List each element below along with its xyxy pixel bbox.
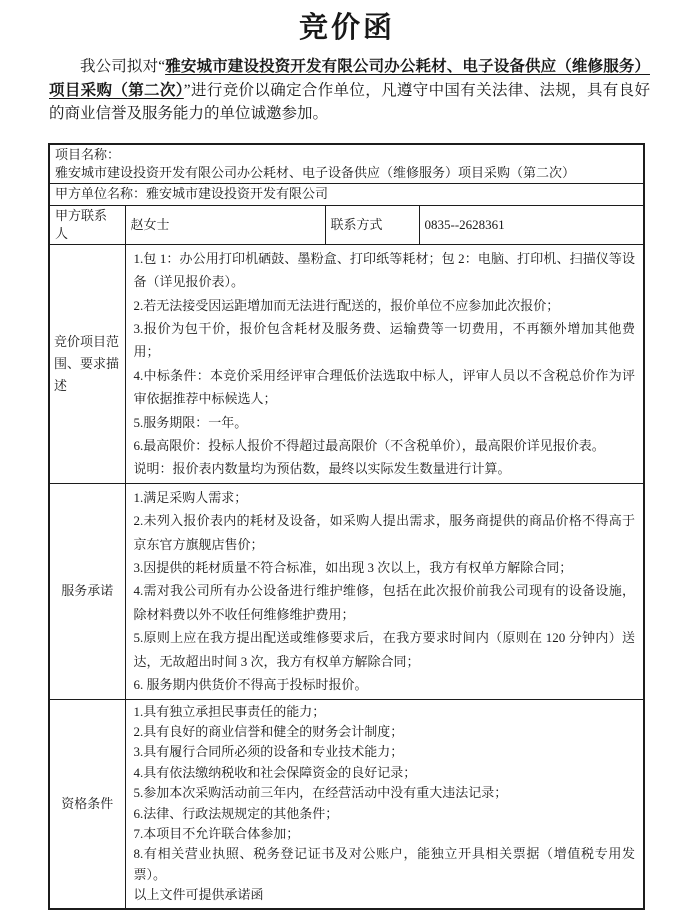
text-line: 5.服务期限：一年。 [133, 414, 248, 430]
text-line: 2.若无法接受因运距增加而无法进行配送的，报价单位不应参加此次报价； [133, 297, 560, 313]
scope-label: 竞价项目范围、要求描述 [49, 244, 125, 483]
text-line: 6.最高限价：投标人报价不得超过最高限价（不含税单价），最高限价详见报价表。 [133, 438, 605, 454]
project-name-label: 项目名称： [55, 146, 121, 162]
text-line: 6.法律、行政法规规定的其他条件； [133, 805, 339, 821]
intro-project-reference: 雅安城市建设投资开发有限公司办公耗材、电子设备供应（维修服务）项目采购（第二次） [49, 58, 650, 99]
qualification-content [125, 699, 644, 909]
text-line: 8.有相关营业执照、税务登记证书及对公账户，能独立开具相关票据（增值税专用发票）。 [133, 846, 636, 882]
project-name-cell [49, 144, 644, 184]
contact-method-label: 联系方式 [325, 205, 419, 244]
text-line: 7.本项目不允许联合体参加； [133, 825, 300, 841]
text-line: 6. 服务期内供货价不得高于投标时报价。 [133, 677, 368, 693]
party-a-cell [49, 183, 644, 205]
text-line: 1.满足采购人需求； [133, 489, 248, 505]
text-line: 1.具有独立承担民事责任的能力； [133, 703, 326, 719]
qualification-row [49, 699, 644, 909]
text-line: 说明：报价表内数量均为预估数，最终以实际发生数量进行计算。 [133, 461, 511, 477]
contact-row [49, 205, 644, 244]
text-line: 1.包 1：办公用打印机硒鼓、墨粉盒、打印纸等耗材；包 2：电脑、打印机、扫描仪等设备（详见报价表）。 [133, 250, 636, 290]
text-line: 3.报价为包干价，报价包含耗材及服务费、运输费等一切费用，不再额外增加其他费用； [133, 321, 636, 360]
contact-person-label: 甲方联系人 [49, 205, 125, 244]
project-name-value: 雅安城市建设投资开发有限公司办公耗材、电子设备供应（维修服务）项目采购（第二次） [55, 164, 576, 180]
intro-prefix: 我公司拟对“ [80, 58, 166, 75]
text-line: 以上文件可提供承诺函 [133, 887, 264, 903]
text-line: 4.中标条件：本竞价采用经评审合理低价法选取中标人，评审人员以不含税总价作为评审依据推荐中标候选人； [133, 367, 636, 407]
service-row [49, 483, 644, 699]
project-name-row [49, 144, 644, 184]
party-a-value: 雅安城市建设投资开发有限公司 [146, 186, 329, 202]
scope-row [49, 244, 644, 483]
service-label: 服务承诺 [49, 483, 125, 699]
text-line: 5.参加本次采购活动前三年内，在经营活动中没有重大违法记录； [133, 785, 508, 801]
text-line: 4.需对我公司所有办公设备进行维护维修，包括在此次报价前我公司现有的设备设施，除材料费以外不收任何维修维护费用； [133, 583, 636, 622]
service-content [125, 483, 644, 699]
text-line: 3.具有履行合同所必须的设备和专业技术能力； [133, 744, 404, 760]
text-line: 4.具有依法缴纳税收和社会保障资金的良好记录； [133, 764, 417, 780]
intro-suffix: ”进行竞价以确定合作单位，凡遵守中国有关法律、法规，具有良好的商业信誉及服务能力的单位诚邀参加。 [49, 81, 650, 123]
scope-content [125, 244, 644, 483]
party-a-row [49, 183, 644, 205]
intro-paragraph [49, 55, 650, 126]
text-line: 2.具有良好的商业信誉和健全的财务会计制度； [133, 723, 404, 739]
text-line: 2.未列入报价表内的耗材及设备，如采购人提出需求，服务商提供的商品价格不得高于京东官方旗舰店售价； [133, 513, 636, 552]
contact-phone-value: 0835--2628361 [419, 205, 644, 244]
text-line: 5.原则上应在我方提出配送或维修要求后，在我方要求时间内（原则在 120 分钟内）送达，无故超出时间 3 次，我方有权单方解除合同； [133, 630, 636, 669]
text-line: 3.因提供的耗材质量不符合标准，如出现 3 次以上，我方有权单方解除合同； [133, 560, 573, 576]
party-a-label: 甲方单位名称： [55, 186, 147, 202]
contact-person-value: 赵女士 [125, 205, 325, 244]
page-title: 竞价函 [298, 12, 395, 44]
bidding-table [48, 143, 645, 910]
qualification-label: 资格条件 [49, 699, 125, 909]
